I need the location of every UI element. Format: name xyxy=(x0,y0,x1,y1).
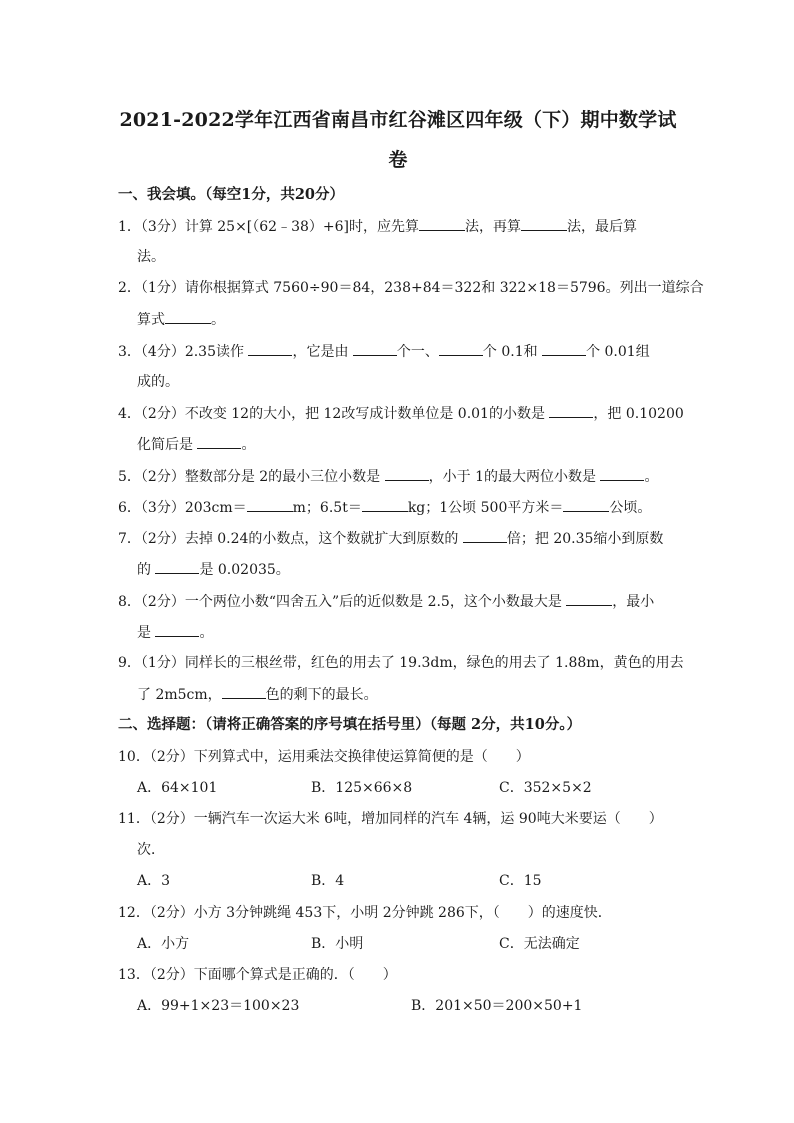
question-13-stem: 13．（2分）下面哪个算式是正确的．（ ） xyxy=(118,967,397,983)
question-12-option-b[interactable]: B．小明 xyxy=(311,936,364,952)
question-7-line2: 的 是 0.02035。 xyxy=(137,562,290,578)
section-2-heading: 二、选择题：（请将正确答案的序号填在括号里）（每题 2分，共10分。） xyxy=(118,716,582,733)
question-10-stem: 10．（2分）下列算式中，运用乘法交换律使运算简便的是（ ） xyxy=(118,749,530,765)
answer-blank[interactable] xyxy=(362,499,408,512)
answer-blank[interactable] xyxy=(247,499,293,512)
answer-blank[interactable] xyxy=(155,624,199,637)
answer-blank[interactable] xyxy=(248,343,292,356)
question-3-line2: 成的。 xyxy=(137,374,179,390)
answer-blank[interactable] xyxy=(521,218,567,231)
question-4-line1: 4．（2分）不改变 12的大小，把 12改写成计数单位是 0.01的小数是 ，把 0.10200 xyxy=(118,406,684,422)
answer-blank[interactable] xyxy=(419,218,465,231)
question-11-option-c[interactable]: C．15 xyxy=(499,873,542,889)
question-5: 5．（2分）整数部分是 2的最小三位小数是 ，小于 1的最大两位小数是 。 xyxy=(118,469,659,485)
question-11-option-a[interactable]: A．3 xyxy=(137,873,171,889)
question-12-stem: 12．（2分）小方 3分钟跳绳 453下，小明 2分钟跳 286下，（ ）的速度快． xyxy=(118,905,612,921)
question-11-stem-line2: 次． xyxy=(137,842,165,858)
answer-blank[interactable] xyxy=(385,468,429,481)
question-10-option-c[interactable]: C．352×5×2 xyxy=(499,780,592,796)
question-3-line1: 3．（4分）2.35读作 ，它是由 个一、 个 0.1和 个 0.01组 xyxy=(118,344,650,360)
answer-blank[interactable] xyxy=(353,343,397,356)
exam-title-line1: 2021-2022学年江西省南昌市红谷滩区四年级（下）期中数学试 xyxy=(119,109,677,131)
question-6: 6．（3分）203cm＝ m；6.5t＝ kg；1公顷 500平方米＝ 公顷。 xyxy=(118,500,652,516)
question-9-line1: 9．（1分）同样长的三根丝带，红色的用去了 19.3dm，绿色的用去了 1.88m，黄色的用去 xyxy=(118,655,684,671)
answer-blank[interactable] xyxy=(563,499,609,512)
answer-blank[interactable] xyxy=(463,530,507,543)
question-4-line2: 化简后是 。 xyxy=(137,437,256,453)
answer-blank[interactable] xyxy=(165,311,211,324)
exam-title-line2: 卷 xyxy=(388,149,408,171)
question-2-line2: 算式 。 xyxy=(137,312,225,328)
answer-blank[interactable] xyxy=(549,405,593,418)
question-10-option-a[interactable]: A．64×101 xyxy=(137,780,218,796)
question-13-option-b[interactable]: B．201×50＝200×50+1 xyxy=(411,998,583,1014)
section-1-heading: 一、我会填。（每空1分，共20分） xyxy=(118,186,345,203)
answer-blank[interactable] xyxy=(222,686,266,699)
question-13-option-a[interactable]: A．99+1×23＝100×23 xyxy=(137,998,300,1014)
question-1-line2: 法。 xyxy=(137,249,165,265)
question-8-line2: 是 。 xyxy=(137,625,214,641)
answer-blank[interactable] xyxy=(600,468,644,481)
question-11-option-b[interactable]: B．4 xyxy=(311,873,345,889)
question-12-option-a[interactable]: A．小方 xyxy=(137,936,190,952)
answer-blank[interactable] xyxy=(197,436,241,449)
question-7-line1: 7．（2分）去掉 0.24的小数点，这个数就扩大到原数的 倍；把 20.35缩小到原数 xyxy=(118,531,664,547)
answer-blank[interactable] xyxy=(155,561,199,574)
answer-blank[interactable] xyxy=(439,343,483,356)
question-8-line1: 8．（2分）一个两位小数“四舍五入”后的近似数是 2.5，这个小数最大是 ，最小 xyxy=(118,594,655,610)
answer-blank[interactable] xyxy=(542,343,586,356)
answer-blank[interactable] xyxy=(566,593,612,606)
question-11-stem: 11．（2分）一辆汽车一次运大米 6吨，增加同样的汽车 4辆，运 90吨大米要运（ ） xyxy=(118,811,663,827)
question-10-option-b[interactable]: B．125×66×8 xyxy=(311,780,413,796)
question-1-line1: 1．（3分）计算 25×[（62﹣38）+6]时，应先算 法，再算 法，最后算 xyxy=(118,219,637,235)
question-12-option-c[interactable]: C．无法确定 xyxy=(499,936,580,952)
question-2-line1: 2．（1分）请你根据算式 7560÷90＝84，238+84＝322和 322×18＝5796。列出一道综合 xyxy=(118,280,704,296)
question-9-line2: 了 2m5cm， 色的剩下的最长。 xyxy=(137,687,378,703)
